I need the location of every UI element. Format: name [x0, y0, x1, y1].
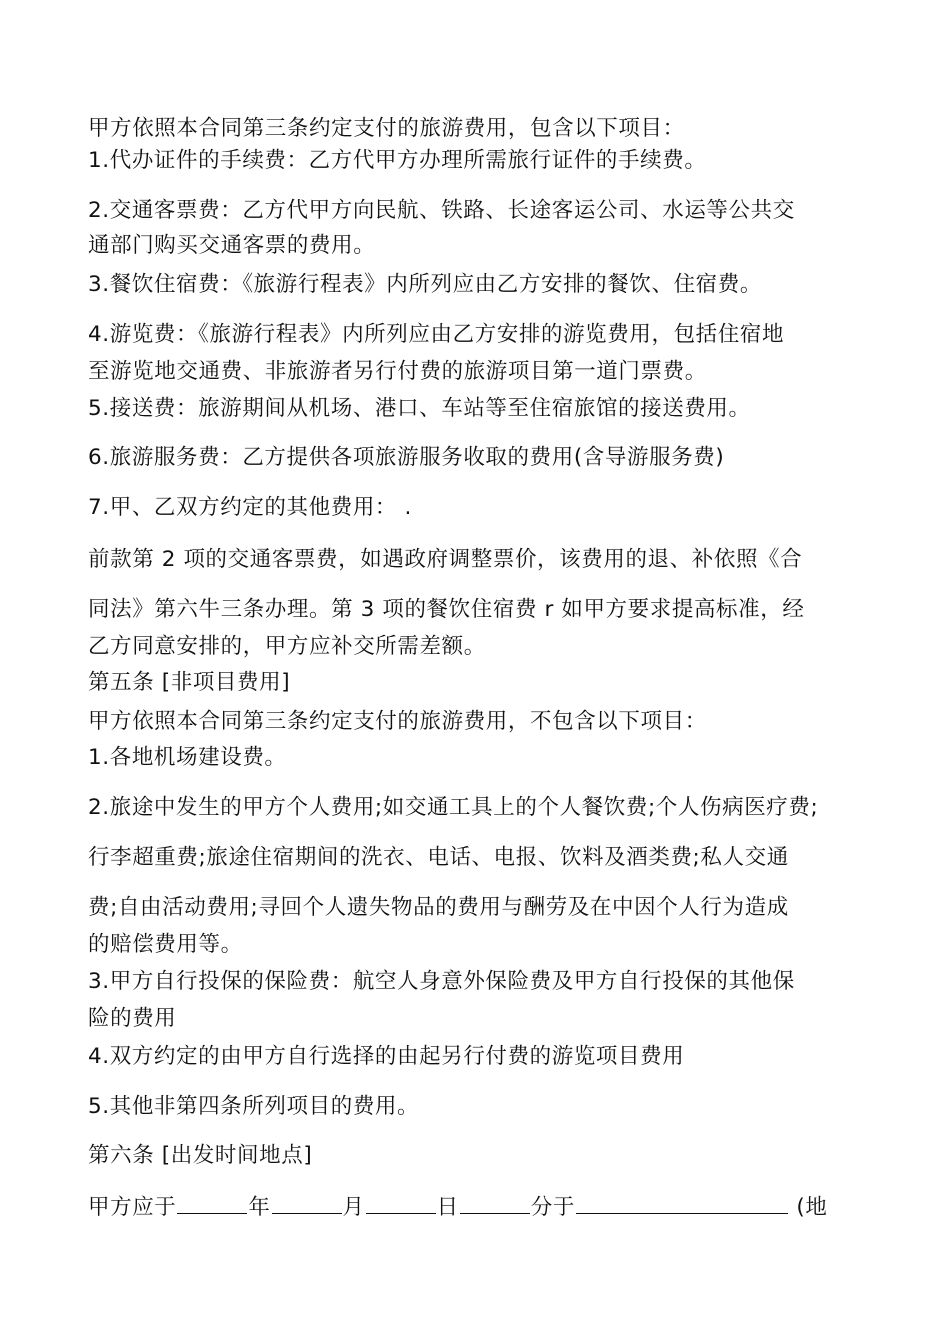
text-line: 甲方依照本合同第三条约定支付的旅游费用，包含以下项目：: [88, 116, 685, 141]
text-fragment: 日: [436, 1195, 459, 1220]
text-fragment: (地: [788, 1195, 828, 1220]
text-line: 2.旅途中发生的甲方个人费用;如交通工具上的个人餐饮费;个人伤病医疗费;: [88, 795, 819, 820]
text-line: 7.甲、乙双方约定的其他费用： .: [88, 495, 412, 520]
text-line: 险的费用: [88, 1006, 177, 1031]
text-line: 至游览地交通费、非旅游者另行付费的旅游项目第一道门票费。: [88, 359, 707, 384]
text-line: 同法》第六牛三条办理。第 3 项的餐饮住宿费 r 如甲方要求提高标准，经: [88, 597, 805, 622]
text-line: 乙方同意安排的，甲方应补交所需差额。: [88, 634, 486, 659]
text-line: 费;自由活动费用;寻回个人遗失物品的费用与酬劳及在中因个人行为造成: [88, 895, 789, 920]
section-heading: 第五条 [非项目费用]: [88, 670, 291, 695]
text-line: 5.接送费：旅游期间从机场、港口、车站等至住宿旅馆的接送费用。: [88, 396, 751, 421]
location-blank-field: [576, 1191, 788, 1214]
departure-date-line: [88, 1191, 878, 1223]
minute-blank-field: [460, 1191, 530, 1214]
text-line: 6.旅游服务费：乙方提供各项旅游服务收取的费用(含导游服务费): [88, 445, 725, 470]
text-line: 4.双方约定的由甲方自行选择的由起另行付费的游览项目费用: [88, 1044, 685, 1069]
text-line: 前款第 2 项的交通客票费，如遇政府调整票价，该费用的退、补依照《合: [88, 547, 803, 572]
text-fragment: 分于: [530, 1195, 575, 1220]
text-fragment: 月: [342, 1195, 365, 1220]
text-line: 甲方依照本合同第三条约定支付的旅游费用，不包含以下项目：: [88, 709, 707, 734]
text-line: 2.交通客票费：乙方代甲方向民航、铁路、长途客运公司、水运等公共交: [88, 198, 795, 223]
text-line: 5.其他非第四条所列项目的费用。: [88, 1094, 420, 1119]
text-line: 的赔偿费用等。: [88, 932, 243, 957]
month-blank-field: [272, 1191, 342, 1214]
text-line: 4.游览费：《旅游行程表》内所列应由乙方安排的游览费用，包括住宿地: [88, 322, 785, 347]
text-line: 3.餐饮住宿费：《旅游行程表》内所列应由乙方安排的餐饮、住宿费。: [88, 272, 762, 297]
text-line: 行李超重费;旅途住宿期间的洗衣、电话、电报、饮料及酒类费;私人交通: [88, 845, 789, 870]
text-line: 1.各地机场建设费。: [88, 745, 287, 770]
text-fragment: 甲方应于: [88, 1195, 177, 1220]
text-line: 3.甲方自行投保的保险费：航空人身意外保险费及甲方自行投保的其他保: [88, 969, 795, 994]
section-heading: 第六条 [出发时间地点]: [88, 1143, 313, 1168]
day-blank-field: [366, 1191, 436, 1214]
text-line: 1.代办证件的手续费：乙方代甲方办理所需旅行证件的手续费。: [88, 148, 707, 173]
text-fragment: 年: [248, 1195, 271, 1220]
text-line: 通部门购买交通客票的费用。: [88, 233, 376, 258]
year-blank-field: [177, 1191, 247, 1214]
